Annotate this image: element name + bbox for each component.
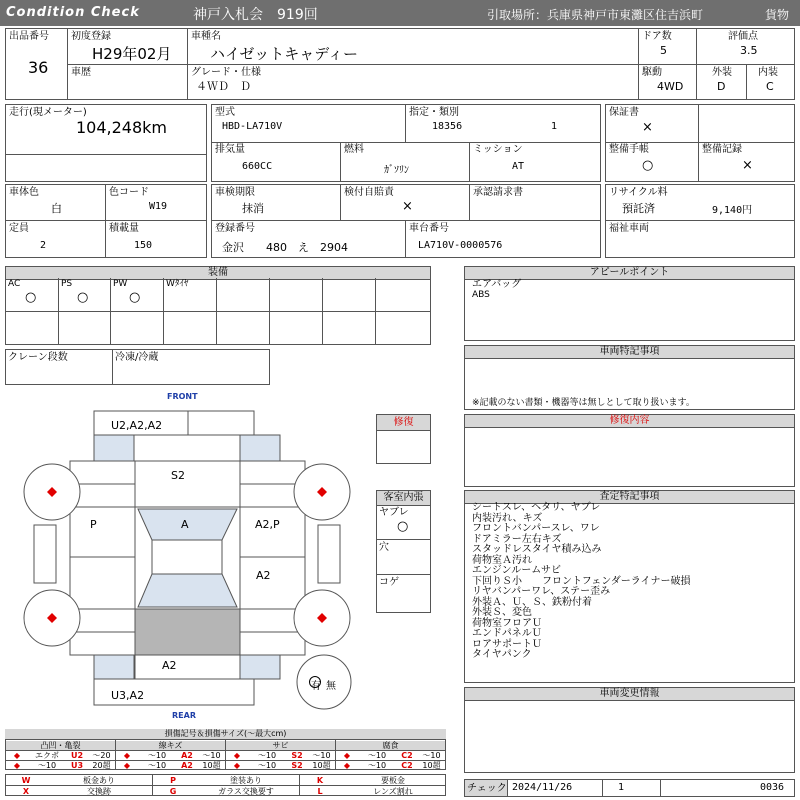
- capacity-label: 定員: [9, 223, 29, 234]
- mission: AT: [512, 161, 525, 172]
- grade: ４ＷＤ Ｄ: [196, 80, 251, 93]
- legend-group-name: 線キズ: [116, 741, 225, 750]
- code-text: 塗装あり: [230, 776, 262, 785]
- equip-ps: ○: [77, 290, 89, 305]
- chassis: LA710V-0000576: [418, 240, 503, 251]
- mileage-label: 走行(現メーター): [9, 107, 87, 118]
- grade-label: グレード・仕様: [191, 67, 261, 78]
- appeal-box: [464, 266, 795, 341]
- maint-label: 整備手帳: [609, 144, 649, 155]
- inspect-line: スタッドレスタイヤ積み込み: [472, 544, 602, 555]
- legend-cell: 20超: [92, 761, 111, 770]
- check-date: 2024/11/26: [512, 782, 573, 793]
- car-diagram: [20, 405, 370, 710]
- cooler-label: 冷凍/冷蔵: [115, 352, 159, 363]
- mark-bottom: A2: [162, 659, 177, 672]
- inspect-line: 下回りＳ小 フロントフェンダーライナー破損: [472, 575, 691, 587]
- lot-number: 36: [28, 58, 49, 77]
- recycle-status: 預託済: [622, 202, 655, 215]
- legend-title: 損傷記号＆損傷サイズ(〜最大cm): [5, 729, 446, 740]
- displacement: 660CC: [242, 161, 273, 172]
- legend-code: U3: [70, 761, 84, 770]
- change-title: 車両変更情報: [465, 688, 794, 701]
- doors: 5: [660, 44, 667, 57]
- legend-diamond-icon: ◆: [343, 751, 351, 760]
- koge-label: コゲ: [379, 577, 399, 588]
- equip-pw: ○: [129, 290, 141, 305]
- equipment-box: [5, 266, 431, 345]
- check-number: 0036: [760, 782, 785, 793]
- legend-code: U2: [70, 751, 84, 760]
- legend-diamond-icon: ◆: [13, 761, 21, 770]
- code-text: 板金あり: [83, 776, 115, 785]
- first-reg: H29年02月: [92, 45, 172, 63]
- inspect-line: リヤバンパーワレ、ステー歪み: [472, 586, 611, 597]
- reg-number: 金沢 480 え 2904: [222, 241, 348, 254]
- rear-label: REAR: [172, 711, 196, 720]
- legend-cell: 〜10: [37, 761, 57, 770]
- change-box: [464, 687, 795, 773]
- mark-bumper: U3,A2: [111, 689, 145, 702]
- equip-ac: ○: [25, 290, 37, 305]
- score-label: 評価点: [728, 31, 758, 42]
- inspect-line: タイヤパンク: [472, 649, 532, 660]
- chassis-label: 車台番号: [409, 223, 449, 234]
- legend-cell: 〜10: [147, 751, 167, 760]
- liability: ×: [402, 199, 413, 214]
- warranty-label: 保証書: [609, 107, 639, 118]
- inspection-label: 車検期限: [215, 187, 255, 198]
- spare-yes: 有: [311, 681, 321, 692]
- legend-diamond-icon: ◆: [343, 761, 351, 770]
- recycle-amount: 9,140円: [712, 205, 753, 216]
- code-text: 交換跡: [87, 787, 111, 796]
- inspect-line: 外装Ｓ、変色: [472, 607, 532, 618]
- fuel-label: 燃料: [344, 144, 364, 155]
- car-name: ハイゼットキャディー: [210, 45, 359, 63]
- legend-code: S2: [291, 761, 303, 770]
- repair-box: [376, 414, 431, 464]
- legend-diamond-icon: ◆: [13, 751, 21, 760]
- legend-cell: 〜10: [367, 751, 387, 760]
- designation: 18356: [432, 121, 463, 132]
- inspect-line: 荷物室Ａ汚れ: [472, 554, 532, 566]
- int-label: 内装: [758, 67, 778, 78]
- yabure-value: ○: [397, 519, 409, 534]
- int-grade: C: [766, 80, 774, 93]
- ext-grade: D: [717, 80, 726, 93]
- color-code-label: 色コード: [109, 187, 149, 198]
- crane-label: クレーン段数: [8, 352, 68, 363]
- model: HBD-LA710V: [222, 121, 283, 132]
- load: 150: [134, 240, 153, 251]
- equip-ps-label: PS: [61, 279, 73, 289]
- equip-pw-label: PW: [113, 279, 128, 289]
- inspect-title: 査定特記事項: [465, 491, 794, 504]
- designation-label: 指定・類別: [409, 107, 459, 118]
- maint-book: ○: [642, 158, 654, 173]
- check-label: チェック: [467, 783, 507, 794]
- inspect-line: 内装汚れ、キズ: [472, 512, 543, 524]
- legend-group-name: 腐食: [336, 741, 445, 750]
- color-label: 車体色: [9, 187, 39, 198]
- ext-label: 外装: [712, 67, 732, 78]
- legend-group-name: サビ: [226, 741, 335, 750]
- yabure-label: ヤブレ: [379, 507, 409, 518]
- vehicle-category: 貨物: [765, 8, 790, 22]
- fuel: ｶﾞｿﾘﾝ: [384, 165, 409, 176]
- record-label: 整備記録: [702, 144, 742, 155]
- auction-title: 神戸入札会 919回: [193, 7, 318, 23]
- inspect-line: ドアミラー左右キズ: [472, 533, 562, 545]
- mark-center: A: [181, 518, 189, 531]
- mark-top: U2,A2,A2: [111, 419, 163, 432]
- drive-label: 駆動: [642, 67, 662, 78]
- inspect-line: シートスレ、ヘタリ、ヤブレ: [472, 502, 601, 513]
- legend-code: C2: [401, 761, 413, 770]
- pickup-location: 引取場所：兵庫県神戸市東灘区住吉浜町: [487, 8, 704, 22]
- score: 3.5: [740, 44, 758, 57]
- legend-cell: 〜10: [257, 761, 277, 770]
- inspect-line: 荷物室フロアＵ: [472, 617, 542, 629]
- appeal-line-1: エアバッグ: [472, 279, 522, 290]
- equip-wtire-label: Wﾀｲﾔ: [166, 279, 189, 289]
- load-label: 積載量: [109, 223, 139, 234]
- displacement-label: 排気量: [215, 144, 245, 155]
- code-symbol: W: [21, 776, 31, 785]
- ana-label: 穴: [379, 542, 389, 553]
- legend-code: A2: [181, 751, 193, 760]
- maint-record: ×: [742, 158, 753, 173]
- approval-label: 承認請求書: [473, 187, 523, 198]
- legend-code: A2: [181, 761, 193, 770]
- inspect-line: ロアサポートＵ: [472, 638, 542, 650]
- legend-code: S2: [291, 751, 303, 760]
- legend-cell: エクボ: [35, 751, 59, 760]
- mileage: 104,248km: [76, 118, 168, 137]
- equipment-title: 装備: [6, 267, 430, 280]
- first-reg-label: 初度登録: [71, 31, 111, 42]
- legend-cell: 10超: [312, 761, 331, 770]
- appeal-title: アピールポイント: [465, 267, 794, 280]
- legend-cell: 〜10: [312, 751, 331, 760]
- equip-ac-label: AC: [8, 279, 21, 289]
- mark-right-door: A2,P: [255, 518, 280, 531]
- recycle-label: リサイクル料: [609, 187, 668, 198]
- welfare-label: 福祉車両: [609, 223, 649, 234]
- code-symbol: K: [316, 776, 324, 785]
- liability-label: 検付自賠責: [344, 187, 394, 198]
- doors-label: ドア数: [642, 31, 672, 42]
- inspect-lines: [472, 503, 691, 661]
- capacity: 2: [40, 240, 47, 251]
- legend-code: C2: [401, 751, 413, 760]
- repair-content-title: 修復内容: [465, 415, 794, 428]
- front-label: FRONT: [167, 392, 198, 401]
- legend-diamond-icon: ◆: [123, 761, 131, 770]
- legend-cell: 10超: [202, 761, 221, 770]
- lot-label: 出品番号: [9, 31, 49, 42]
- warranty: ×: [642, 120, 653, 135]
- inspect-line: エンジンルームサビ: [472, 565, 562, 576]
- mark-left: P: [90, 518, 97, 531]
- mission-label: ミッション: [473, 144, 523, 155]
- legend-diamond-icon: ◆: [233, 761, 241, 770]
- appeal-line-2: ABS: [472, 290, 490, 300]
- special-title: 車両特記事項: [465, 346, 794, 359]
- mark-right-rear: A2: [256, 569, 271, 582]
- repair-content-box: [464, 414, 795, 487]
- legend-cell: 〜10: [147, 761, 167, 770]
- inspect-line: フロントバンパースレ、ワレ: [472, 523, 600, 534]
- car-name-label: 車種名: [191, 31, 221, 42]
- check-count: 1: [618, 782, 625, 793]
- legend-cell: 〜20: [92, 751, 111, 760]
- category-no: 1: [551, 121, 558, 132]
- repair-title: 修復: [377, 415, 430, 431]
- code-text: レンズ割れ: [373, 787, 413, 796]
- legend-diamond-icon: ◆: [233, 751, 241, 760]
- legend-cell: 〜10: [257, 751, 277, 760]
- legend-cell: 〜10: [367, 761, 387, 770]
- inspect-line: エンドパネルＵ: [472, 628, 542, 639]
- code-text: 要板金: [381, 776, 405, 785]
- history-label: 車歴: [71, 67, 91, 78]
- special-note: ※記載のない書類・機器等は無しとして取り扱います。: [472, 398, 695, 408]
- cabin-title: 客室内張: [377, 491, 430, 506]
- brand-title: Condition Check: [6, 5, 140, 20]
- drive: 4WD: [657, 80, 684, 93]
- inspection: 抹消: [242, 202, 264, 215]
- color-code: W19: [149, 201, 168, 212]
- code-symbol: P: [170, 776, 176, 785]
- code-symbol: G: [169, 787, 177, 796]
- legend-cell: 〜10: [202, 751, 221, 760]
- code-text: ガラス交換要す: [218, 787, 274, 796]
- inspect-line: 外装Ａ、Ｕ、Ｓ、鉄粉付着: [472, 596, 592, 608]
- model-label: 型式: [215, 107, 235, 118]
- legend-group-name: 凸凹・亀裂: [6, 741, 115, 750]
- code-symbol: X: [22, 787, 30, 796]
- regno-label: 登録番号: [215, 223, 255, 234]
- code-symbol: L: [317, 787, 323, 796]
- body-color: 白: [51, 202, 62, 215]
- mark-hood: S2: [171, 469, 185, 482]
- spare-no: 無: [326, 681, 336, 692]
- legend-diamond-icon: ◆: [123, 751, 131, 760]
- legend-cell: 10超: [422, 761, 441, 770]
- legend-cell: 〜10: [422, 751, 441, 760]
